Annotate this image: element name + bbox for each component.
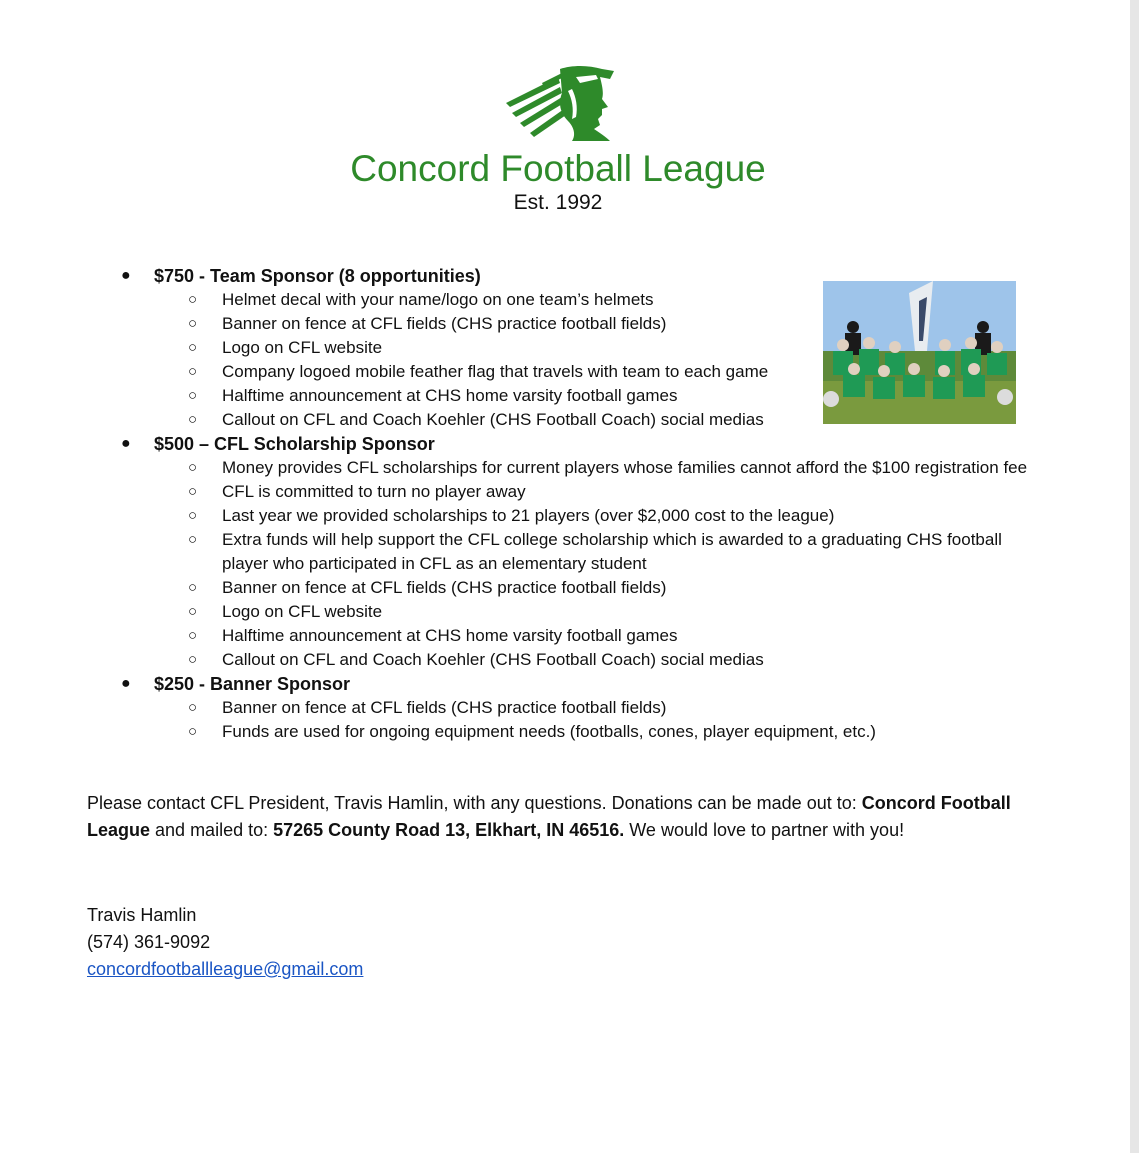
circle-bullet-icon: ○ bbox=[188, 363, 198, 380]
circle-bullet-icon: ○ bbox=[188, 459, 198, 476]
list-item: ○ Money provides CFL scholarships for current players whose families cannot afford the $100 registration fee bbox=[118, 456, 1048, 480]
circle-bullet-icon: ○ bbox=[188, 387, 198, 404]
list-item: ○ CFL is committed to turn no player away bbox=[118, 480, 1048, 504]
circle-bullet-icon: ○ bbox=[188, 291, 198, 308]
circle-bullet-icon: ○ bbox=[188, 723, 198, 740]
list-item: ○ Logo on CFL website bbox=[118, 336, 1048, 360]
established-year: Est. 1992 bbox=[513, 191, 603, 214]
contact-phone: (574) 361-9092 bbox=[87, 932, 211, 952]
tier-heading: ● $750 - Team Sponsor (8 opportunities) bbox=[121, 266, 481, 286]
circle-bullet-icon: ○ bbox=[188, 603, 198, 620]
circle-bullet-icon: ○ bbox=[188, 531, 198, 548]
contact-email-link[interactable]: concordfootballleague@gmail.com bbox=[87, 959, 364, 979]
list-item: ○ Funds are used for ongoing equipment needs (footballs, cones, player equipment, etc.) bbox=[118, 720, 1048, 744]
bullet-icon: ● bbox=[121, 267, 131, 284]
list-item: ○ Last year we provided scholarships to 21 players (over $2,000 cost to the league) bbox=[118, 504, 1048, 528]
list-item: ○ Company logoed mobile feather flag that travels with team to each game bbox=[118, 360, 1048, 384]
bullet-icon: ● bbox=[121, 435, 131, 452]
circle-bullet-icon: ○ bbox=[188, 627, 198, 644]
circle-bullet-icon: ○ bbox=[188, 507, 198, 524]
contact-name: Travis Hamlin bbox=[87, 905, 197, 925]
list-item: ○ Halftime announcement at CHS home varsity football games bbox=[118, 624, 1048, 648]
list-item: ○ Banner on fence at CFL fields (CHS practice football fields) bbox=[118, 576, 1048, 600]
list-item: ○ Callout on CFL and Coach Koehler (CHS Football Coach) social medias bbox=[118, 408, 1048, 432]
list-item: ○ Callout on CFL and Coach Koehler (CHS Football Coach) social medias bbox=[118, 648, 1048, 672]
circle-bullet-icon: ○ bbox=[188, 411, 198, 428]
list-item: ○ Extra funds will help support the CFL college scholarship which is awarded to a graduating CHS football player who participated in CFL as an elementary student bbox=[188, 530, 1002, 573]
mailing-address: 57265 County Road 13, Elkhart, IN 46516. bbox=[273, 820, 625, 840]
circle-bullet-icon: ○ bbox=[188, 651, 198, 668]
circle-bullet-icon: ○ bbox=[188, 579, 198, 596]
closing-paragraph: Please contact CFL President, Travis Hamlin, with any questions. Donations can be made out to: Concord Football League and mailed to: 57265 County Road 13, Elkhart, IN 46516. We would love to partner with you! bbox=[87, 793, 1011, 840]
list-item: ○ Helmet decal with your name/logo on one team’s helmets bbox=[118, 288, 1048, 312]
page-edge bbox=[1130, 0, 1139, 1153]
bullet-icon: ● bbox=[121, 675, 131, 692]
logo-icon bbox=[502, 63, 618, 143]
org-name: Concord Football League bbox=[350, 148, 766, 189]
contact-block bbox=[87, 902, 363, 983]
list-item: ○ Banner on fence at CFL fields (CHS practice football fields) bbox=[118, 312, 1048, 336]
circle-bullet-icon: ○ bbox=[188, 699, 198, 716]
sponsor-tiers bbox=[118, 264, 1048, 744]
list-item: ○ Logo on CFL website bbox=[118, 600, 1048, 624]
list-item: ○ Halftime announcement at CHS home varsity football games bbox=[118, 384, 1048, 408]
circle-bullet-icon: ○ bbox=[188, 483, 198, 500]
circle-bullet-icon: ○ bbox=[188, 315, 198, 332]
payee-name: Concord Football League bbox=[87, 793, 1011, 840]
list-item: ○ Banner on fence at CFL fields (CHS practice football fields) bbox=[118, 696, 1048, 720]
tier-heading: ● $500 – CFL Scholarship Sponsor bbox=[121, 434, 435, 454]
circle-bullet-icon: ○ bbox=[188, 339, 198, 356]
tier-heading: ● $250 - Banner Sponsor bbox=[121, 674, 351, 694]
